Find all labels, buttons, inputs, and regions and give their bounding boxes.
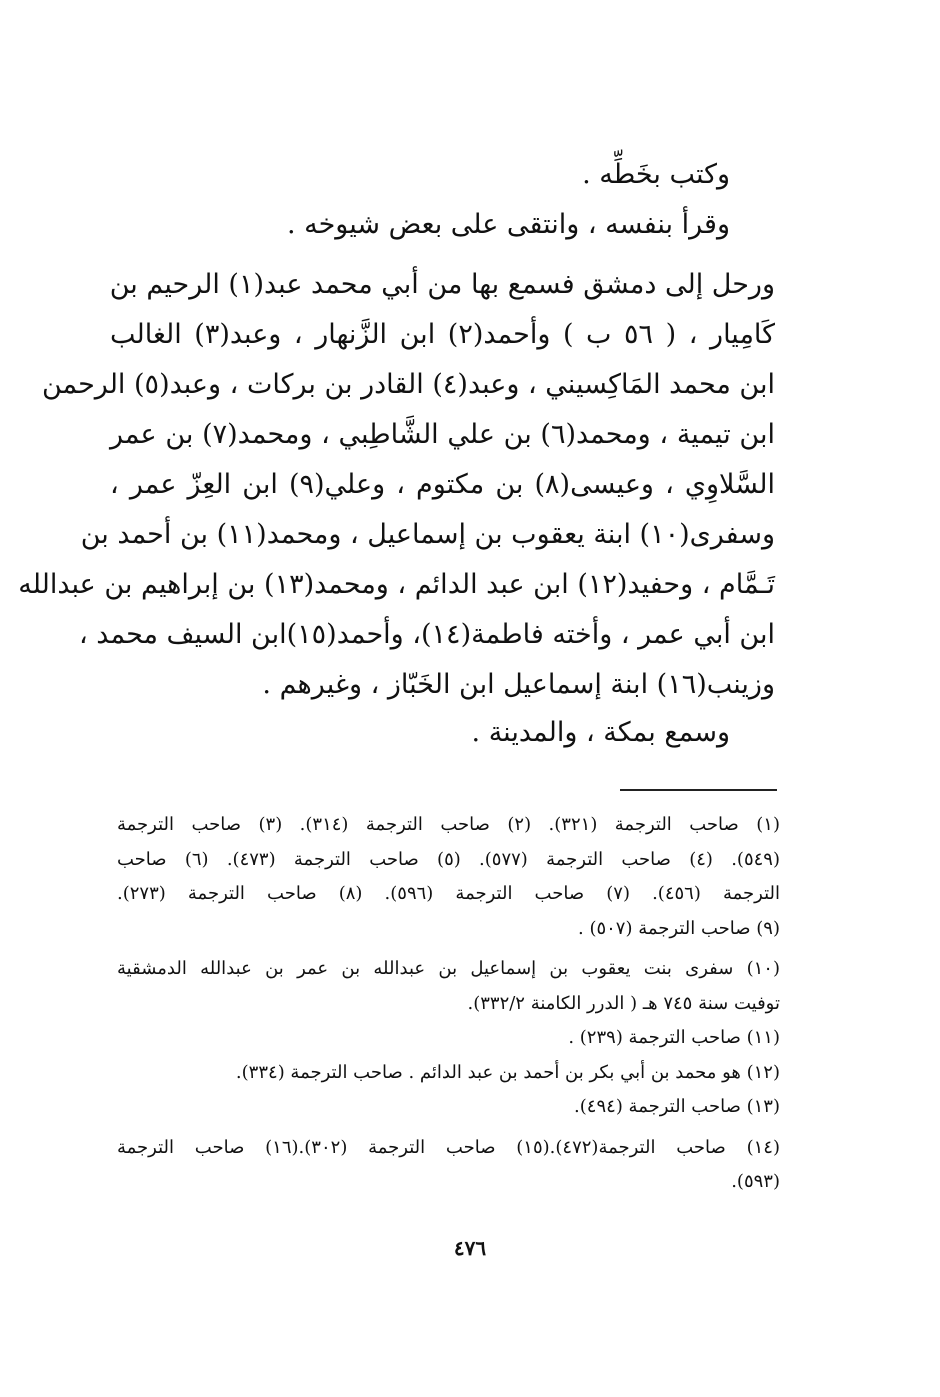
text-line: وكتب بخَطِّه . — [582, 159, 730, 190]
footnote-line: (١١) صاحب الترجمة (٢٣٩) . — [568, 1027, 780, 1048]
footnote-line: (١٠) سفرى بنت يعقوب بن إسماعيل بن عبدالله بن عمر بن عبدالله الدمشقية — [117, 958, 780, 979]
text-line: ابن أبي عمر ، وأخته فاطمة(١٤)، وأحمد(١٥)ابن السيف محمد ، — [78, 619, 775, 650]
footnote-line: (١٣) صاحب الترجمة (٤٩٤). — [574, 1096, 780, 1117]
text-line: كَامِيار ، ( ٥٦ ب ) وأحمد(٢) ابن الزَّنهار ، وعبد(٣) الغالب — [110, 319, 775, 350]
main-text-block-3 — [110, 708, 730, 758]
text-line: السَّلاوِي ، وعيسى(٨) بن مكتوم ، وعلي(٩) ابن العِزّ عمر ، — [110, 469, 775, 500]
footnote-line: (١٤) صاحب الترجمة(٤٧٢).(١٥) صاحب الترجمة (٣٠٢).(١٦) صاحب الترجمة — [117, 1136, 780, 1158]
main-text-block-2 — [18, 260, 775, 710]
footnote-line: (٩) صاحب الترجمة (٥٠٧) . — [578, 917, 780, 939]
main-text-block-1 — [110, 150, 730, 250]
footnote-line: الترجمة (٤٥٦). (٧) صاحب الترجمة (٥٩٦). (٨) صاحب الترجمة (٢٧٣). — [117, 883, 780, 904]
text-line: وقرأ بنفسه ، وانتقى على بعض شيوخه . — [286, 209, 730, 240]
text-line: ابن محمد المَاكِسيني ، وعبد(٤) القادر بن بركات ، وعبد(٥) الرحمن — [41, 369, 775, 400]
footnote-line: (١) صاحب الترجمة (٣٢١). (٢) صاحب الترجمة (٣١٤). (٣) صاحب الترجمة — [117, 814, 780, 835]
text-line: ابن تيمية ، ومحمد(٦) بن علي الشَّاطِبي ، ومحمد(٧) بن عمر — [110, 419, 775, 450]
text-line: تَـمَّام ، وحفيد(١٢) ابن عبد الدائم ، ومحمد(١٣) بن إبراهيم بن عبدالله — [18, 569, 775, 600]
footnote-line: (٥٤٩). (٤) صاحب الترجمة (٥٧٧). (٥) صاحب الترجمة (٤٧٣). (٦) صاحب — [117, 848, 781, 870]
text-line: وزينب(١٦) ابنة إسماعيل ابن الخَبّاز ، وغيرهم . — [262, 669, 775, 700]
text-line: وسمع بمكة ، والمدينة . — [471, 717, 730, 748]
page-number: ٤٧٦ — [453, 1236, 487, 1260]
footnote-line: توفيت سنة ٧٤٥ هـ ( الدرر الكامنة ٣٣٢/٢). — [467, 992, 780, 1014]
text-line: وسفرى(١٠) ابنة يعقوب بن إسماعيل ، ومحمد(١١) بن أحمد بن — [80, 519, 775, 550]
text-line: ورحل إلى دمشق فسمع بها من أبي محمد عبد(١) الرحيم بن — [109, 269, 775, 300]
footnote-separator — [620, 789, 777, 791]
footnote-line: (١٢) هو محمد بن أبي بكر بن أحمد بن عبد الدائم . صاحب الترجمة (٣٣٤). — [235, 1061, 780, 1083]
footnote-line: (٥٩٣). — [731, 1171, 780, 1192]
footnotes — [117, 808, 780, 1200]
